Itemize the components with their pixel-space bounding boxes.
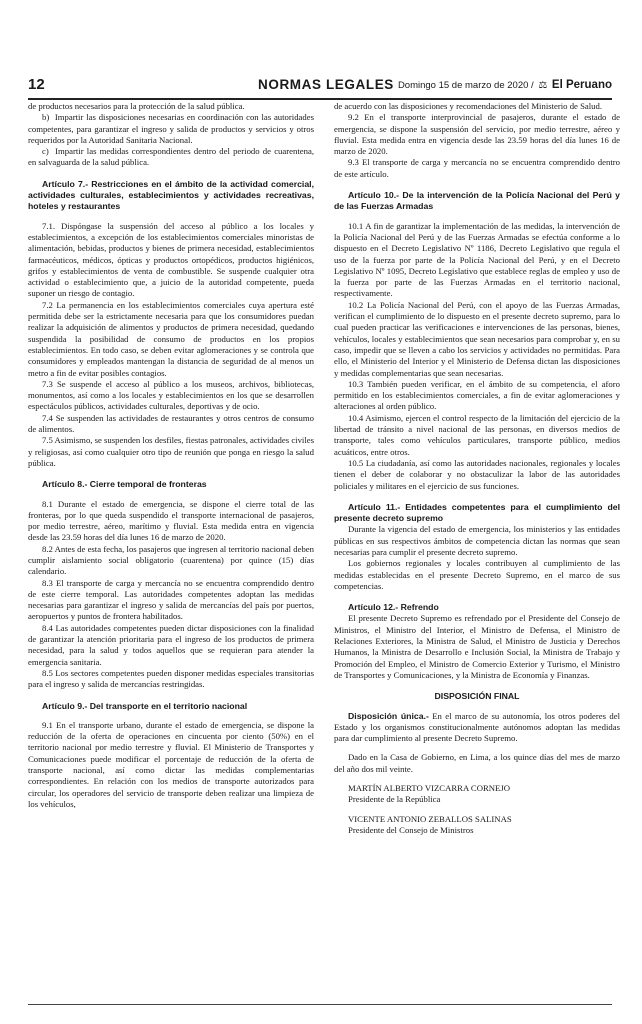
paragraph: Durante la vigencia del estado de emergencia, los ministerios y las entidades públicas en sus respectivos ámbitos de competencia dictan las normas que sean necesarias para cumplir el presente decreto supremo.: [334, 524, 620, 557]
paragraph: de acuerdo con las disposiciones y recomendaciones del Ministerio de Salud.: [334, 101, 603, 111]
signatory-title: Presidente del Consejo de Ministros: [348, 824, 474, 835]
paragraph: 10.2 La Policía Nacional del Perú, con el apoyo de las Fuerzas Armadas, verifican el cumplimiento de lo dispuesto en el presente decreto supremo, para lo cual pueden practicar las verificaciones e intervenciones de las personas, bienes, vehículos, locales y establecimientos que sean necesarios para comprobar y, en su caso, impedir que se lleven a cabo los servicios y actividades no permitidas. Para ello, el Ministerio del Interior y el Ministerio de Defensa dictan las disposiciones y medidas complementarias que sean necesarias.: [334, 299, 620, 378]
paragraph: 8.5 Los sectores competentes pueden disponer medidas especiales transitorias para el ingreso y salida de mercancías restringidas.: [28, 667, 314, 690]
article-10-heading: Artículo 10.- De la intervención de la Policía Nacional del Perú y de las Fuerzas Armadas: [334, 190, 620, 212]
paragraph: 7.3 Se suspende el acceso al público a los museos, archivos, bibliotecas, monumentos, así como a los locales y establecimientos en los que se desarrollen espectáculos públicos, actividades culturales, deportivas y de ocio.: [28, 378, 314, 412]
page-number: 12: [28, 76, 45, 93]
paragraph: 8.1 Durante el estado de emergencia, se dispone el cierre total de las fronteras, por lo que queda suspendido el transporte internacional de pasajeros, por medio terrestre, aéreo, marítimo y fluvial. Esta medida entra en vigencia desde las 23.59 horas del día lunes 16 de marzo de 2020.: [28, 498, 314, 543]
paragraph: 8.4 Las autoridades competentes pueden dictar disposiciones con la finalidad de garantizar la atención prioritaria para el ingreso de los productos de primera necesidad, para la salud y todos aquellos que se requieran para atender la emergencia sanitaria.: [28, 622, 314, 667]
paragraph: 9.2 En el transporte interprovincial de pasajeros, durante el estado de emergencia, se dispone la suspensión del servicio, por medio terrestre, aéreo y fluvial. Esta medida entra en vigencia desde las 23.59 horas del día lunes 16 de marzo de 2020.: [334, 112, 620, 157]
paragraph: c) Impartir las medidas correspondientes dentro del periodo de cuarentena, en salvaguarda de la salud pública.: [28, 146, 314, 168]
disposition-lead: Disposición única.-: [348, 710, 429, 721]
signatory-name: MARTÍN ALBERTO VIZCARRA CORNEJO: [348, 783, 511, 794]
paragraph: 10.4 Asimismo, ejercen el control respecto de la limitación del ejercicio de la libertad de tránsito a nivel nacional de las personas, en diversos medios de transporte, tales como vehículos particulares, transporte público, medios acuáticos, entre otros.: [334, 412, 620, 457]
paragraph: de productos necesarios para la protección de la salud pública.: [28, 101, 245, 111]
paragraph: 7.4 Se suspenden las actividades de restaurantes y otros centros de consumo de alimentos.: [28, 412, 314, 435]
footer-rule: [28, 1004, 612, 1005]
paragraph: 10.5 La ciudadanía, así como las autoridades nacionales, regionales y locales tienen el deber de colaborar y no obstaculizar la labor de las autoridades policiales y militares en el ejercicio de sus funciones.: [334, 457, 620, 491]
header-date-logo: [398, 79, 612, 91]
article-7-heading: Artículo 7.- Restricciones en el ámbito de la actividad comercial, actividades culturales, establecimientos y actividades recreativas, hoteles y restaurantes: [28, 178, 314, 212]
paragraph: El presente Decreto Supremo es refrendado por el Presidente del Consejo de Ministros, el Ministro del Interior, el Ministro de Defensa, el Ministro de Relaciones Exteriores, la Ministra de Salud, el Ministro de Justicia y Derechos Humanos, la Ministra de Desarrollo e Inclusión Social, la Ministra de Trabajo y Promoción del Empleo, el Ministro de Comercio Exterior y Turismo, el Ministro de Transportes y Comunicaciones, y la Ministra de Economía y Finanzas.: [334, 613, 620, 680]
article-12-heading: Artículo 12.- Refrendo: [348, 602, 439, 613]
page-header: [28, 74, 612, 98]
paragraph: 9.1 En el transporte urbano, durante el estado de emergencia, se dispone la reducción de la oferta de operaciones en cincuenta por ciento (50%) en el territorio nacional por medio terrestre y fluvial. El Ministerio de Transportes y Comunicaciones puede modificar el porcentaje de reducción de la oferta de transporte nacional, así como dictar las medidas complementarias correspondientes. En relación con los medios de transporte autorizados para circular, los operadores del servicio de transporte deben realizar una limpieza de los vehículos,: [28, 719, 314, 809]
paragraph: 8.2 Antes de esta fecha, los pasajeros que ingresen al territorio nacional deben cumplir aislamiento social obligatorio (cuarentena) por quince (15) días calendario.: [28, 543, 314, 577]
paragraph: 7.5 Asimismo, se suspenden los desfiles, fiestas patronales, actividades civiles y religiosas, así como cualquier otro tipo de reunión que ponga en riesgo la salud pública.: [28, 435, 314, 468]
spacer: [334, 744, 620, 752]
issue-date: Domingo 15 de marzo de 2020 /: [397, 80, 534, 91]
signatory-title: Presidente de la República: [348, 794, 441, 805]
paragraph: 8.3 El transporte de carga y mercancía no se encuentra comprendido dentro de este cierre temporal. Las autoridades competentes adoptan las medidas necesarias para garantizar el ingreso y salida de mercancías del país por puertos, aeropuertos y puntos de frontera habilitados.: [28, 577, 314, 622]
paragraph: b) Impartir las disposiciones necesarias en coordinación con las autoridades competentes, para garantizar el ingreso y salida de productos y servicios y otros requeridos por la Autoridad Sanitaria Nacional.: [28, 112, 314, 145]
disposition-text: En el marco de su autonomía, los otros poderes del Estado y los organismos constitucionalmente autónomos adoptan las medidas para dar cumplimiento al presente Decreto Supremo.: [334, 710, 620, 744]
paragraph: 7.1. Dispóngase la suspensión del acceso al público a los locales y establecimientos, a excepción de los establecimientos comerciales minoristas de alimentación, bebidas, productos y bienes de primera necesidad, establecimientos farmacéuticos, médicos, ópticas y productos ortopédicos, productos higiénicos, grifos y establecimientos de venta de combustible. Se suspende cualquier otra actividad o establecimiento que, a juicio de la autoridad competente, pueda suponer un riesgo de contagio.: [28, 220, 314, 299]
closing-paragraph: Dado en la Casa de Gobierno, en Lima, a los quince días del mes de marzo del año dos mil veinte.: [334, 752, 620, 774]
right-column: [334, 101, 620, 1001]
paragraph: 10.1 A fin de garantizar la implementación de las medidas, la intervención de la Policía Nacional del Perú y de las Fuerzas Armadas se efectúa conforme a lo dispuesto en el Decreto Legislativo Nº 1186, Decreto Legislativo que regula el uso de la fuerza por parte de la Policía Nacional del Perú, y en el Decreto Legislativo Nº 1095, Decreto Legislativo que establece reglas de empleo y uso de la fuerza por parte de las Fuerzas Armadas en el territorio nacional, respectivamente.: [334, 220, 620, 299]
spacer: [334, 775, 620, 783]
article-11-heading: Artículo 11.- Entidades competentes para el cumplimiento del presente decreto supremo: [334, 501, 620, 524]
publication-title: NORMAS LEGALES: [258, 77, 394, 92]
signatory-name: VICENTE ANTONIO ZEBALLOS SALINAS: [348, 813, 512, 824]
article-8-heading: Artículo 8.- Cierre temporal de fronteras: [42, 479, 207, 490]
paragraph: [334, 711, 620, 745]
paragraph: 10.3 También pueden verificar, en el ámbito de su competencia, el aforo permitido en los establecimientos comerciales, a fin de evitar aglomeraciones y alteraciones al orden público.: [334, 378, 620, 412]
article-9-heading: Artículo 9.- Del transporte en el territorio nacional: [42, 700, 248, 711]
newspaper-logo: El Peruano: [551, 79, 612, 91]
paragraph: Los gobiernos regionales y locales contribuyen al cumplimiento de las medidas establecidas en el presente Decreto Supremo, en el marco de sus competencias.: [334, 558, 620, 591]
paragraph: 7.2 La permanencia en los establecimientos comerciales cuya apertura esté permitida debe ser la estrictamente necesaria para que los consumidores puedan realizar la adquisición de alimentos y productos de primera necesidad, quedando suspendida la posibilidad de consumo de productos en los propios establecimientos. En todo caso, se deben evitar aglomeraciones y se controla que consumidores y empleados mantengan la distancia de seguridad de al menos un metro a fin de evitar posibles contagios.: [28, 299, 314, 378]
header-rule: [28, 98, 612, 100]
left-column: [28, 101, 314, 1001]
final-disposition-heading: DISPOSICIÓN FINAL: [434, 691, 520, 702]
coat-of-arms-icon: ⚖: [538, 80, 548, 91]
paragraph: 9.3 El transporte de carga y mercancía no se encuentra comprendido dentro de este artículo.: [334, 157, 620, 179]
spacer: [334, 806, 620, 814]
